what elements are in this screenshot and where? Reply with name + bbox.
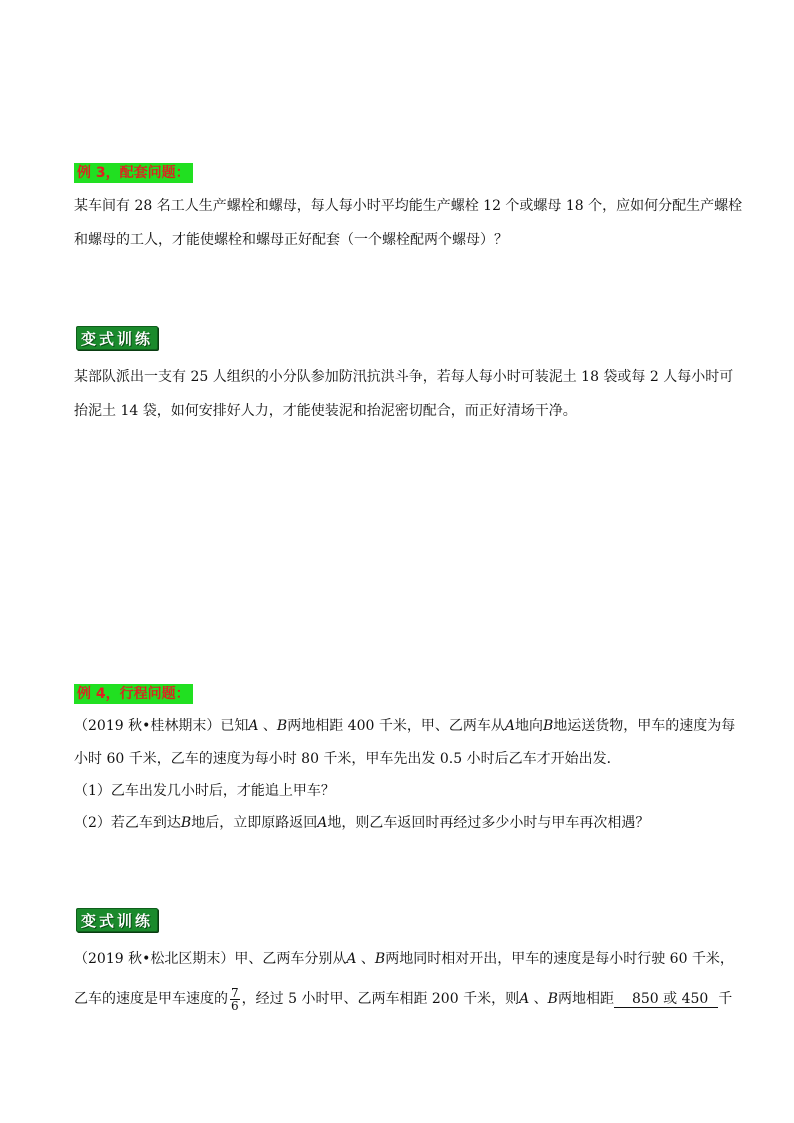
variant-2-line-2-part-a: 乙车的速度是甲车速度的 (74, 991, 228, 1007)
fraction-seven-sixths (230, 987, 240, 1012)
variant-1-line-2: 抬泥土 14 袋，如何安排好人力，才能使装泥和抬泥密切配合，而正好清场干净。 (74, 403, 577, 419)
point-b-label-5: B (547, 991, 558, 1007)
example-4-line-2: 小时 60 千米，乙车的速度为每小时 80 千米，甲车先出发 0.5 小时后乙车才开始出发． (74, 751, 621, 767)
variant-2-line-2-part-d: 两地相距 (557, 991, 614, 1007)
variant-2-line-2-part-e: 千 (718, 991, 733, 1007)
example-4-line-1 (74, 716, 734, 736)
example-4-line-1-part-e: 地运送货物，甲车的速度为每 (553, 718, 736, 734)
variant-training-badge-2: 变式训练 (76, 908, 158, 932)
point-b-label: B (276, 718, 288, 734)
example-4-q2-part-a: （2）若乙车到达 (74, 815, 181, 831)
example-4-question-1: （1）乙车出发几小时后，才能追上甲车？ (74, 783, 335, 799)
example-3-line-1: 某车间有 28 名工人生产螺栓和螺母，每人每小时平均能生产螺栓 12 个或螺母 18 个，应如何分配生产螺栓 (74, 198, 743, 214)
example-3-tag: 例 3，配套问题： (74, 163, 193, 183)
example-4-tag: 例 4，行程问题： (74, 684, 193, 704)
example-4-line-1-part-d: 地向 (514, 718, 543, 734)
point-a-label-4: A (346, 951, 357, 967)
variant-2-line-1 (74, 949, 734, 969)
example-3-line-2: 和螺母的工人，才能使螺栓和螺母正好配套（一个螺栓配两个螺母）？ (74, 232, 508, 248)
variant-training-badge-1: 变式训练 (76, 326, 158, 350)
example-4-question-2 (74, 813, 734, 833)
variant-2-line-1-sep: 、 (356, 951, 375, 967)
point-a-label-3: A (317, 815, 328, 831)
variant-2-line-1-part-a: （2019 秋•松北区期末）甲、乙两车分别从 (74, 951, 347, 967)
answer-blank: 850 或 450 (614, 991, 718, 1008)
point-b-label-3: B (180, 815, 192, 831)
example-4-line-1-part-c: 两地相距 400 千米，甲、乙两车从 (287, 718, 505, 734)
example-4-q2-part-c: 地，则乙车返回时再经过多少小时与甲车再次相遇？ (327, 815, 650, 831)
fraction-denominator: 6 (231, 998, 239, 1013)
variant-2-line-2-part-b: ，经过 5 小时甲、乙两车相距 200 千米，则 (241, 991, 520, 1007)
example-4-q2-part-b: 地后，立即原路返回 (191, 815, 318, 831)
point-b-label-2: B (542, 718, 554, 734)
point-b-label-4: B (374, 951, 386, 967)
variant-2-line-1-part-c: 两地同时相对开出，甲车的速度是每小时行驶 60 千米， (385, 951, 734, 967)
point-a-label-5: A (519, 991, 530, 1007)
variant-1-line-1: 某部队派出一支有 25 人组织的小分队参加防汛抗洪斗争，若每人每小时可装泥土 18 袋或每 2 人每小时可 (74, 369, 734, 385)
variant-2-line-2 (74, 982, 734, 1016)
example-4-line-1-part-a: （2019 秋•桂林期末）已知 (74, 718, 249, 734)
fraction-numerator: 7 (231, 985, 239, 1000)
variant-2-line-2-sep: 、 (529, 991, 548, 1007)
point-a-label: A (248, 718, 259, 734)
point-a-label-2: A (504, 718, 515, 734)
example-4-line-1-sep: 、 (258, 718, 277, 734)
